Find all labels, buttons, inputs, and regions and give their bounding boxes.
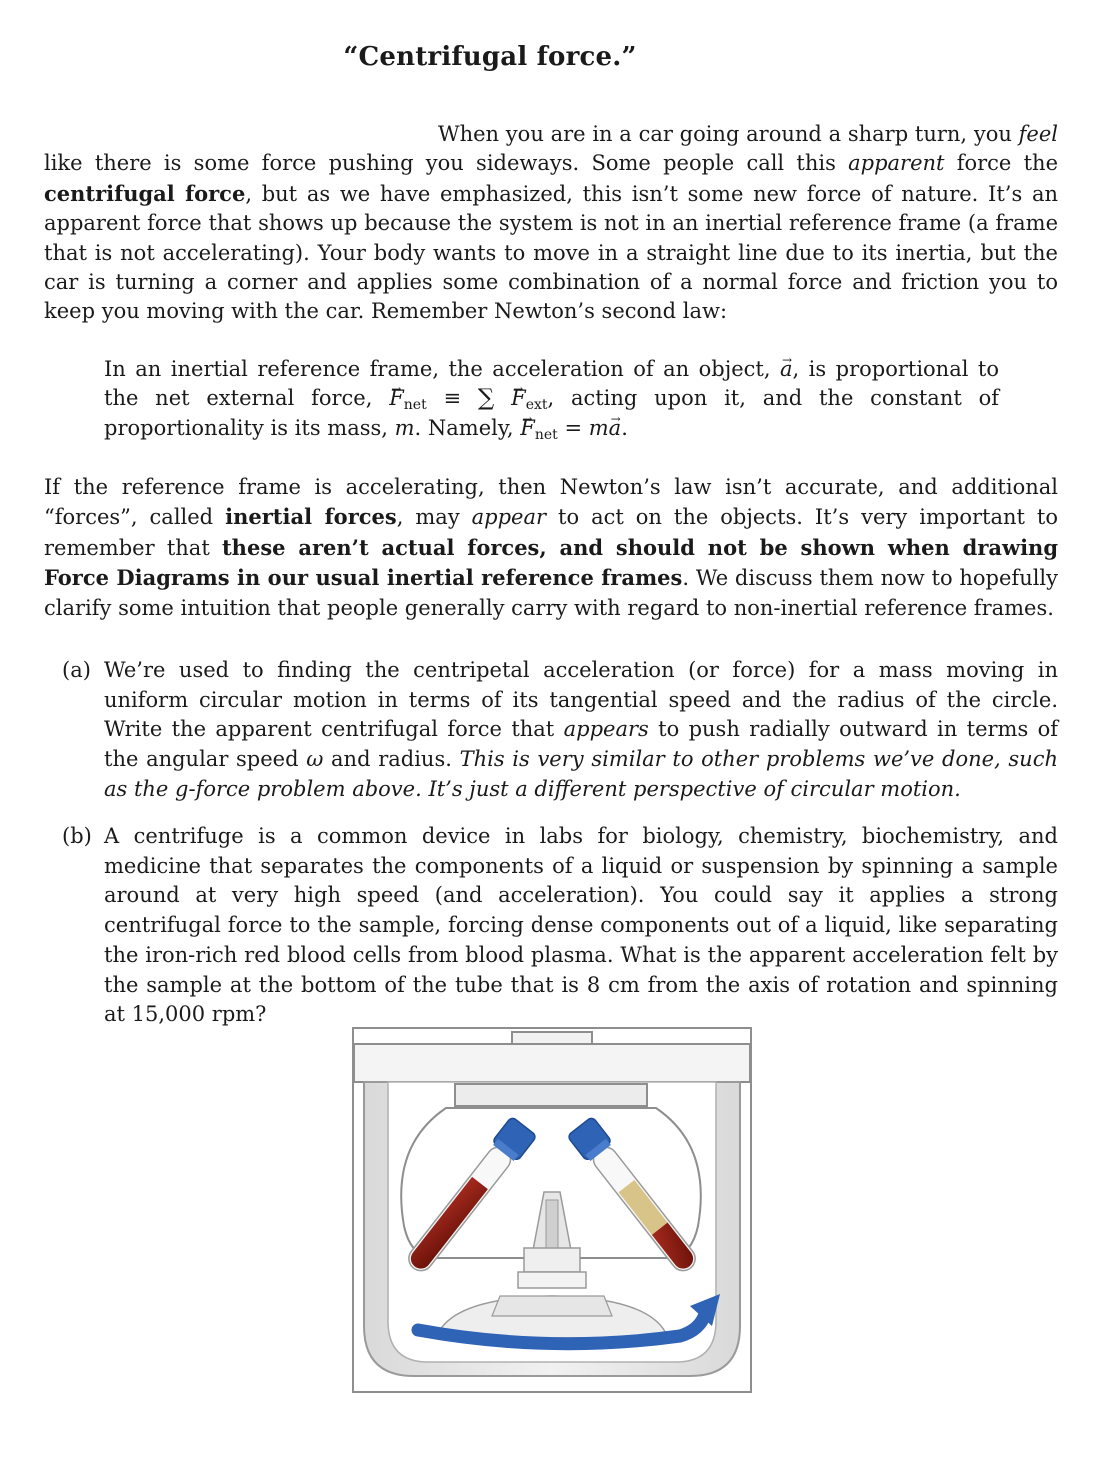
part-b-text: A centrifuge is a common device in labs for biology, chemistry, biochemistry, and medicine that separates the components of a liquid or suspension by spinning a sample around at very high speed (and acceleration). You could say it applies a strong centrifugal force to the sample, forcing dense components out of a liquid, like separating the iron-rich red blood cells from blood plasma. What is the apparent acceleration felt by the sample at the bottom of the tube that is 8 cm from the axis of rotation and spinning at 15,000 rpm? bbox=[104, 824, 1058, 1027]
centrifugal-force-term: centrifugal force bbox=[44, 180, 246, 206]
intro-paragraph: When you are in a car going around a sharp turn, you feel like there is some force pushing you sideways. Some people call this apparent force the centrifugal force, but as we have emphasized, this isn’t some new force of nature. It’s an apparent force that shows up because the system is not in an inertial reference frame (a frame that is not accelerating). Your body wants to move in a straight line due to its inertia, but the car is turning a corner and applies some combination of a normal force and friction you to keep you moving with the car. Remember Newton’s second law: bbox=[44, 122, 1058, 324]
part-b bbox=[44, 822, 1058, 1030]
part-a-text: We’re used to finding the centripetal acceleration (or force) for a mass moving in uniform circular motion in terms of its tangential speed and the radius of the circle. Write the apparent centrifugal force that appears to push radially outward in terms of the angular speed ω and radius. This is very similar to other problems we’ve done, such as the g-force problem above. It’s just a different perspective of circular motion. bbox=[104, 658, 1058, 801]
spindle-base bbox=[518, 1272, 586, 1288]
centrifuge-illustration bbox=[350, 1026, 754, 1396]
inertial-forces-paragraph: If the reference frame is accelerating, then Newton’s law isn’t accurate, and additional “forces”, called inertial forces, may appear to act on the objects. It’s very important to remember that these aren’t actual forces, and should not be shown when drawing Force Diagrams in our usual inertial reference frames. We discuss them now to hopefully clarify some intuition that people generally carry with regard to non-inertial reference frames. bbox=[44, 475, 1059, 620]
part-a-label: (a) bbox=[62, 658, 91, 682]
part-a-hint: This is very similar to other problems we’ve done, such as the g-force problem above. It’s just a different perspective of circular motion. bbox=[104, 747, 1058, 801]
lid bbox=[354, 1044, 750, 1082]
rotor-plate bbox=[455, 1084, 647, 1106]
part-a bbox=[44, 656, 1058, 805]
newton-second-law-quote: In an inertial reference frame, the acceleration of an object, → a, is proportional to the net external force, → $F_{net}$ ≡ ∑ → $F_{ext}$, acting upon it, and the constant of proportionality is its mass, m. Namely, → $F_{net} = m\to a$. bbox=[104, 355, 999, 443]
spindle-collar bbox=[524, 1248, 580, 1272]
page-title: “Centrifugal force.” bbox=[343, 42, 637, 72]
part-b-label: (b) bbox=[62, 824, 92, 848]
lid-knob bbox=[512, 1032, 592, 1044]
